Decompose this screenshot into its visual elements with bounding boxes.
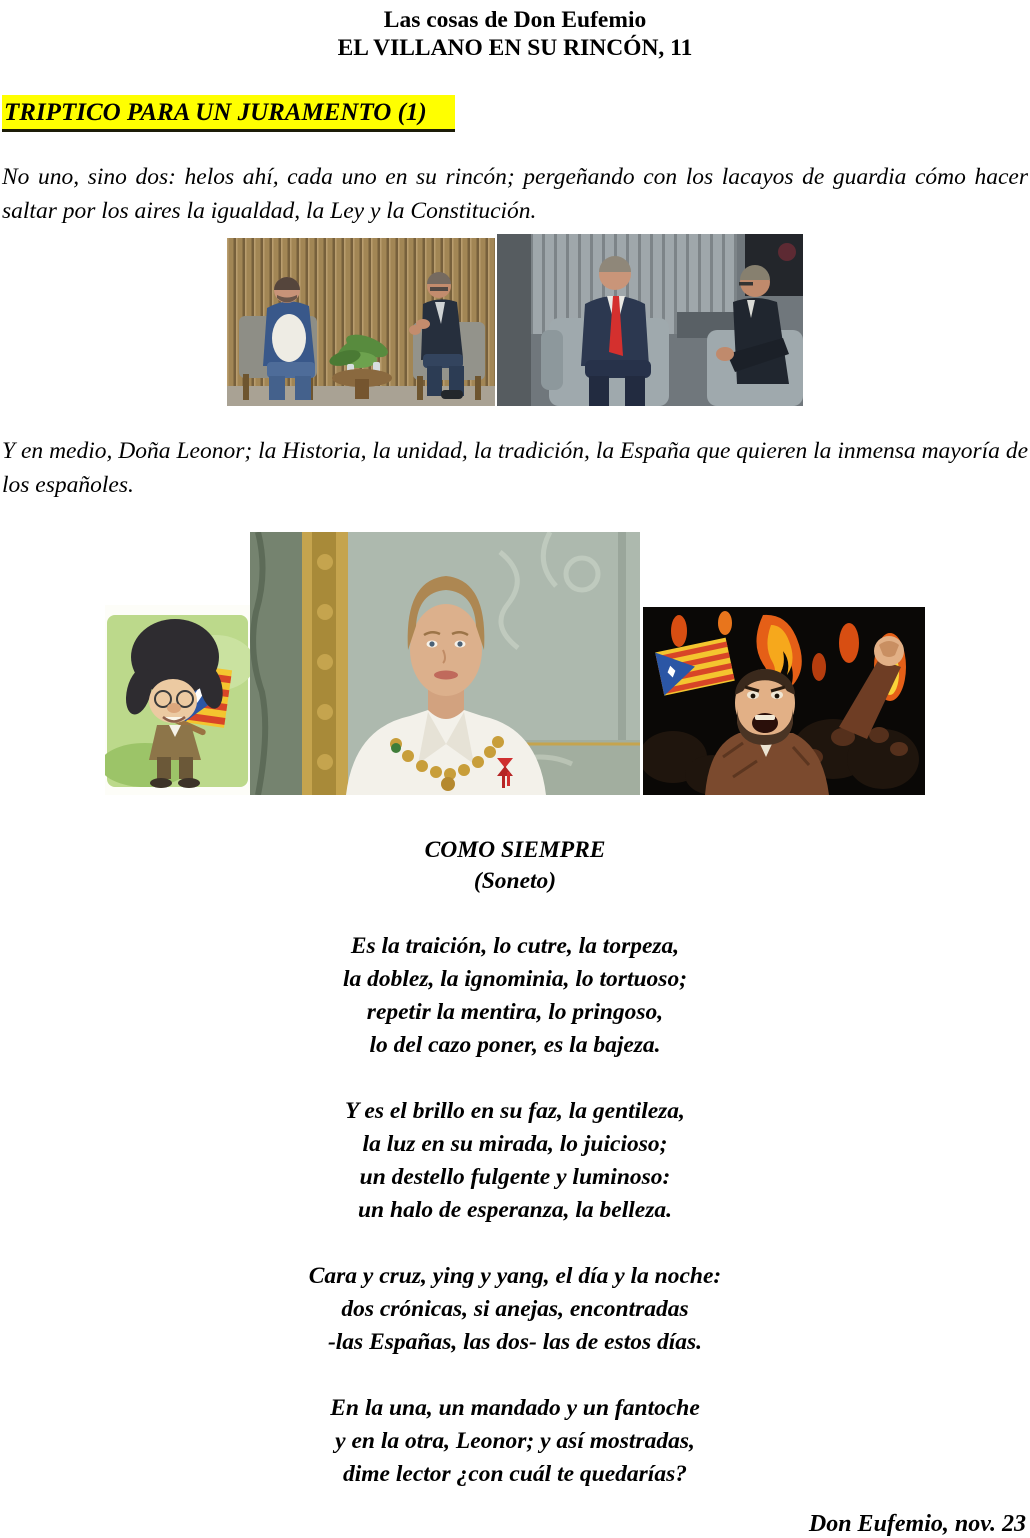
stanza-2 <box>2 1095 1028 1227</box>
poem-subtitle: (Soneto) <box>473 868 557 894</box>
caricature-puigdemont <box>105 605 250 795</box>
poem-line: un destello fulgente y luminoso: <box>359 1164 671 1190</box>
meeting-photo-right <box>497 234 803 406</box>
paragraph-intro: No uno, sino dos: helos ahí, cada uno en su rincón; pergeñando con los lacayos de guardia cómo hacer saltar por los aires la igualdad, la Ley y la Constitución. <box>2 164 1028 224</box>
poem-title: COMO SIEMPRE <box>424 837 606 863</box>
poem-line: En la una, un mandado y un fantoche <box>330 1395 700 1421</box>
poem-line: Es la traición, lo cutre, la torpeza, <box>350 933 680 959</box>
poem-line: la luz en su mirada, lo juicioso; <box>362 1131 668 1157</box>
meeting-photo-left <box>227 238 495 406</box>
poem-line: la doblez, la ignominia, lo tortuoso; <box>342 966 688 992</box>
section-heading: TRIPTICO PARA UN JURAMENTO (1) <box>2 95 455 132</box>
page-title: Las cosas de Don Eufemio <box>383 7 647 33</box>
stanza-3 <box>2 1260 1028 1359</box>
poem-line: -las Españas, las dos- las de estos días. <box>327 1329 703 1355</box>
poem-line: repetir la mentira, lo pringoso, <box>366 999 664 1025</box>
junqueras-flames-picture <box>643 607 925 795</box>
poem-title-block <box>2 835 1028 897</box>
poem-line: un halo de esperanza, la belleza. <box>357 1197 672 1223</box>
poem-line: y en la otra, Leonor; y así mostradas, <box>335 1428 695 1454</box>
signature: Don Eufemio, nov. 23 <box>808 1511 1026 1537</box>
stanza-4 <box>2 1392 1028 1491</box>
paragraph-middle: Y en medio, Doña Leonor; la Historia, la unidad, la tradición, la España que quieren la inmensa mayoría de los españoles. <box>2 438 1028 498</box>
stanza-1 <box>2 930 1028 1062</box>
section-heading-row <box>2 95 1028 132</box>
poem-line: dos crónicas, si anejas, encontradas <box>341 1296 689 1322</box>
page-subtitle: EL VILLANO EN SU RINCÓN, 11 <box>337 35 693 61</box>
document-header <box>2 6 1028 62</box>
photo-row-top <box>2 234 1028 406</box>
photo-row-middle <box>2 532 1028 795</box>
poem-line: Cara y cruz, ying y yang, el día y la noche: <box>308 1263 722 1289</box>
poem <box>2 835 1028 1491</box>
poem-line: dime lector ¿con cuál te quedarías? <box>343 1461 687 1487</box>
poem-line: Y es el brillo en su faz, la gentileza, <box>345 1098 685 1124</box>
poem-line: lo del cazo poner, es la bajeza. <box>369 1032 661 1058</box>
leonor-photo <box>250 532 640 795</box>
